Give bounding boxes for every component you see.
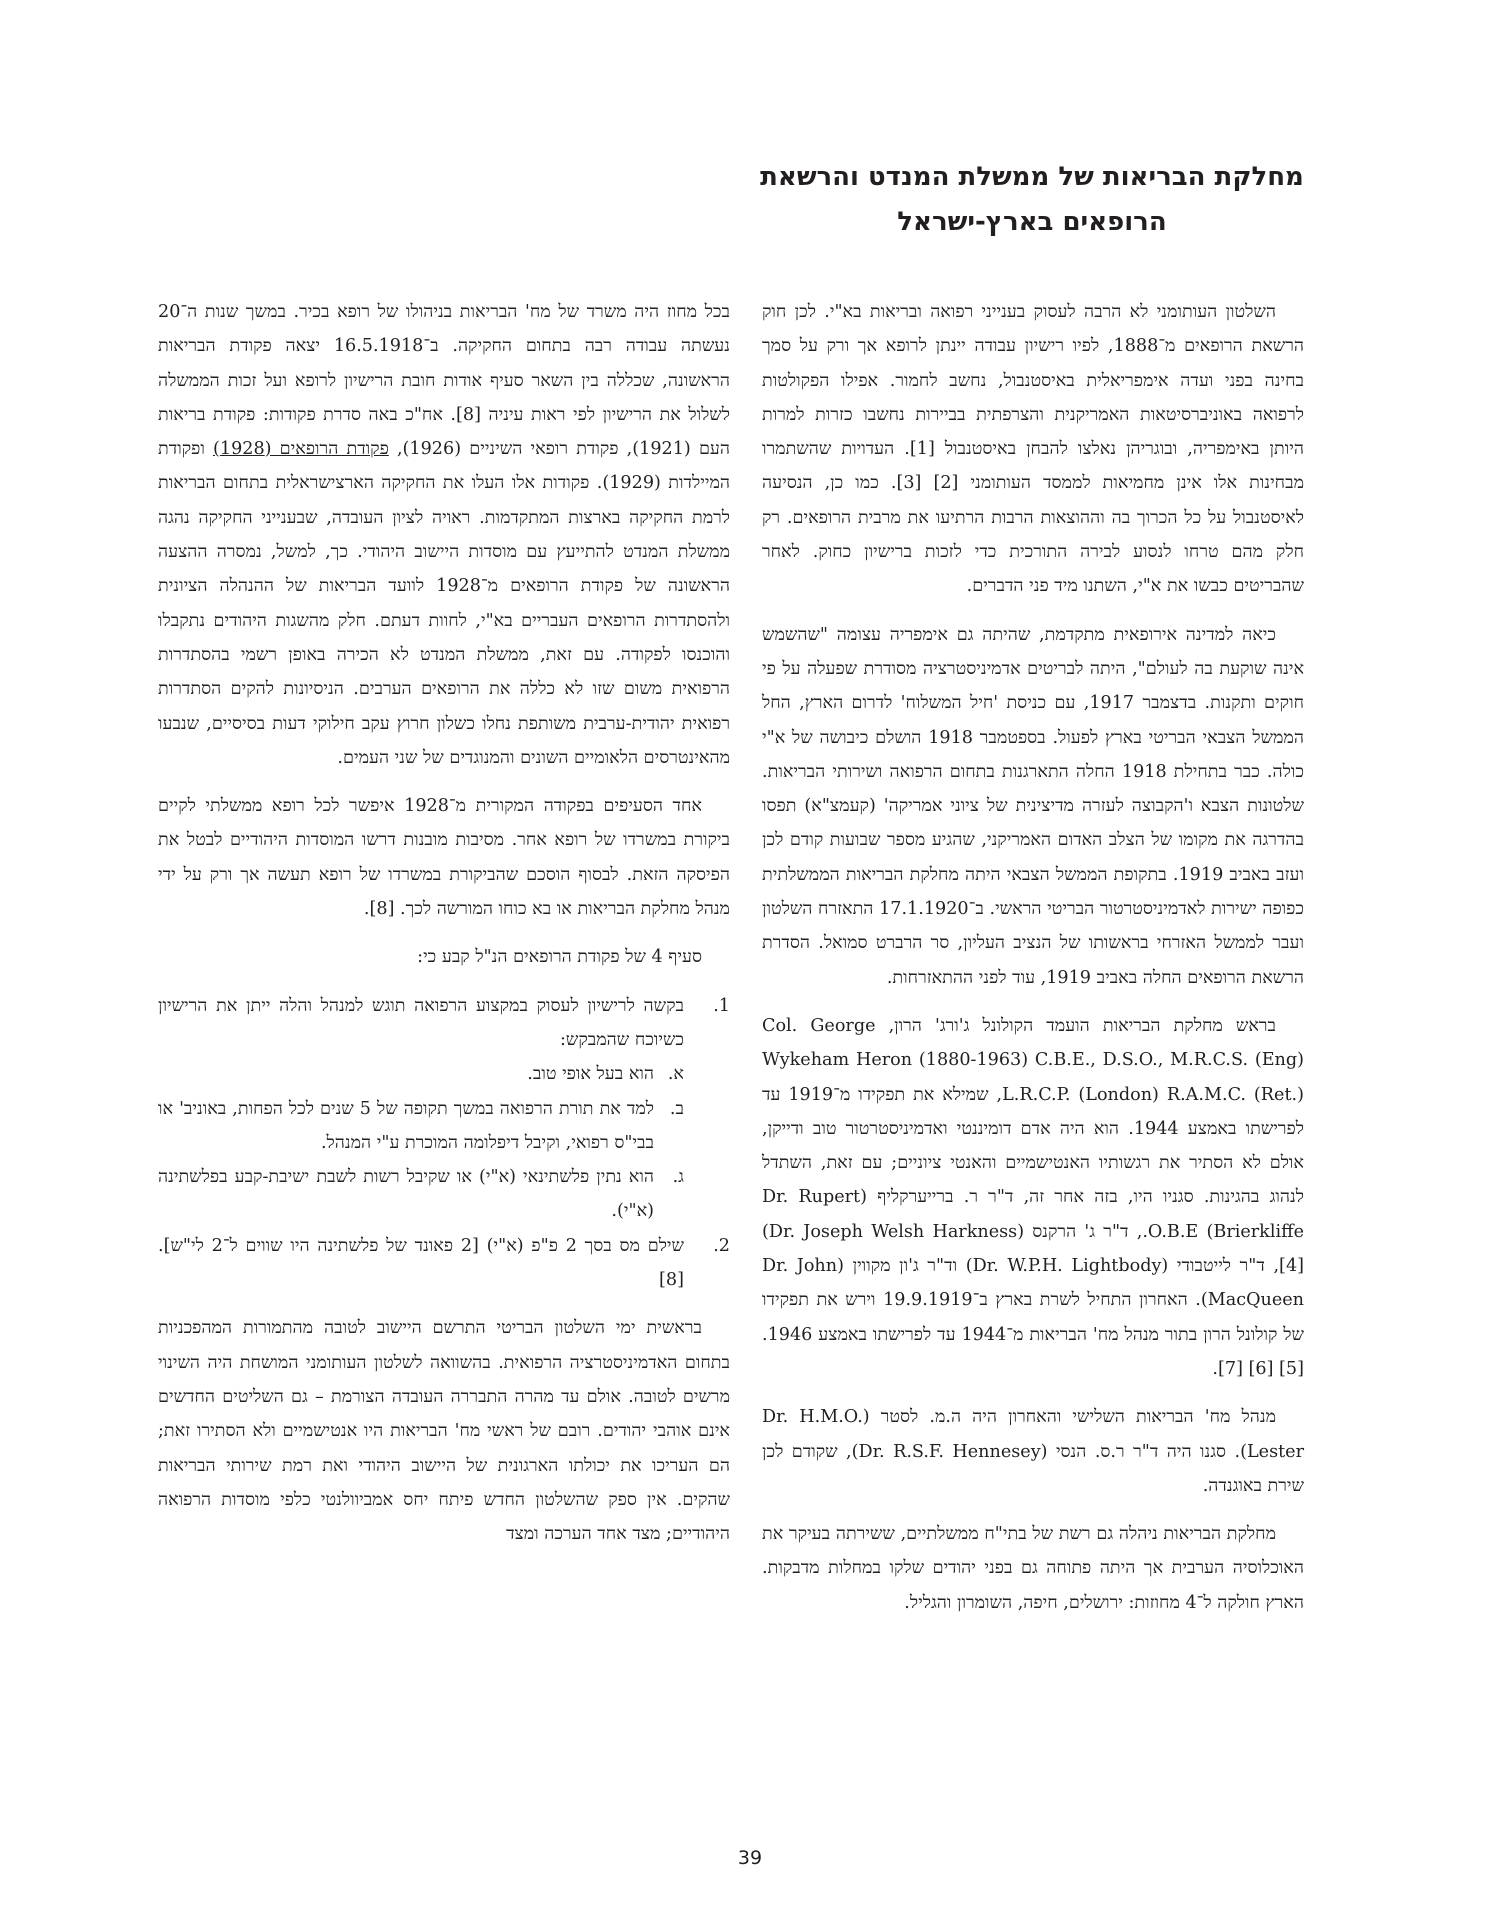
sublist-letter: ב.: [669, 1098, 684, 1119]
list-item-text: בקשה לרישיון לעסוק במקצוע הרפואה תוגש למנהל והלה ייתן את הרישיון כשיוכח שהמבקש:: [158, 995, 684, 1050]
sublist-letter: ג.: [672, 1167, 684, 1188]
paragraph: כיאה למדינה אירופאית מתקדמת, שהיתה גם אימפריה עצומה "שהשמש אינה שוקעת בה לעולם", היתה לבריטים אדמיניסטרציה מסודרת שפעלה על פי חוקים ותקנות. בדצמבר 1917, עם כניסת 'חיל המשלוח' לדרום הארץ, החל הממשל הצבאי הבריטי בארץ לפעול. בספטמבר 1918 הושלם כיבושה של א"י כולה. כבר בתחילת 1918 החלה התארגנות בתחום הרפואה ושירותי הבריאות. שלטונות הצבא ו'הקבוצה לעזרה מדיצינית של ציוני אמריקה' (קעמצ"א) תפסו בהדרגה את מקומו של הצלב האדום האמריקני, שהגיע מספר שבועות קודם לכן ועזב באביב 1919. בתקופת הממשל הצבאי היתה מחלקת הבריאות הממשלתית כפופה ישירות לאדמיניסטרטור הבריטי הראשי. ב־17.1.1920 התאזרח השלטון ועבר לממשל האזרחי בראשותו של הנציב העליון, סר הרברט סמואל. הסדרת הרשאת הרופאים החלה באביב 1919, עוד לפני ההתאזרחות.: [762, 624, 1304, 988]
numbered-list: [158, 989, 730, 1298]
sublist-item: [158, 1092, 684, 1161]
paragraph: השלטון העותומני לא הרבה לעסוק בענייני רפואה ובריאות בא"י. לכן חוק הרשאת הרופאים מ־1888, לפיו רישיון עבודה יינתן לרופא אך ורק על סמך בחינה בפני ועדה אימפריאלית באיסטנבול, נחשב לחמור. אפילו הפקולטות לרפואה באוניברסיטאות האמריקנית והצרפתית בביירות נחשבו כזרות למרות היותן באימפריה, ובוגריהן נאלצו להבחן באיסטנבול [1]. העדויות שהשתמרו מבחינות אלו אינן מחמיאות לממסד העותומני [2] [3]. כמו כן, הנסיעה לאיסטנבול על כל הכרוך בה וההוצאות הרבות הרתיעו את מרבית הרופאים. רק חלק מהם טרחו לנסוע לבירה התורכית כדי לזכות ברישיון כחוק. לאחר שהבריטים כבשו את א"י, השתנו מיד פני הדברים.: [762, 302, 1305, 597]
list-number: 2.: [713, 1235, 730, 1256]
paragraph: מחלקת הבריאות ניהלה גם רשת של בתי"ח ממשלתיים, ששירתה בעיקר את האוכלוסיה הערבית אך היתה פתוחה גם בפני יהודים שלקו במחלות מדבקות. הארץ חולקה ל־4 מחוזות: ירושלים, חיפה, השומרון והגליל.: [762, 1524, 1304, 1613]
list-item: [158, 989, 730, 1229]
sublist-text: למד את תורת הרפואה במשך תקופה של 5 שנים לכל הפחות, באוניב' או בבי"ס רפואי, וקיבל דיפלומה המוכרת ע"י המנהל.: [158, 1098, 654, 1153]
sublist-text: הוא בעל אופי טוב.: [527, 1064, 654, 1085]
list-number: 1.: [713, 995, 730, 1016]
article-title: [757, 155, 1307, 245]
paragraph: [158, 295, 730, 775]
paragraph: בראשית ימי השלטון הבריטי התרשם היישוב לטובה מהתמורות המהפכניות בתחום האדמיניסטרציה הרפואית. בהשוואה לשלטון העותומני המושחת היה השינוי מרשים לטובה. אולם עד מהרה התבררה העובדה הצורמת – גם השליטים החדשים אינם אוהבי יהודים. רובם של ראשי מח' הבריאות היו אנטישמיים ולא הסתירו זאת; הם העריכו את יכולתו הארגונית של היישוב היהודי ואת רמת שירותי הבריאות שהקים. אין ספק שהשלטון החדש פיתח יחס אמביוולנטי כלפי מוסדות הרפואה היהודיים; מצד אחד הערכה ומצד: [158, 1318, 730, 1545]
left-column: [158, 295, 730, 1565]
list-intro: סעיף 4 של פקודת הרופאים הנ"ל קבע כי:: [417, 947, 702, 968]
sublist-text: הוא נתין פלשתינאי (א"י) או שקיבל רשות לשבת ישיבת-קבע בפלשתינה (א"י).: [158, 1167, 654, 1222]
paragraph: מנהל מח' הבריאות השלישי והאחרון היה ה.מ. לסטר (Dr. H.M.O. Lester). סגנו היה ד"ר ר.ס. הנסי (Dr. R.S.F. Hennesey), שקודם לכן שירת באוגנדה.: [762, 1407, 1304, 1496]
paragraph-text: ופקודת המיילדות (1929). פקודות אלו העלו את החקיקה הארצישראלית בתחום הבריאות לרמת החקיקה בארצות המתקדמות. ראויה לציון העובדה, שבענייני החקיקה נהגה ממשלת המנדט להתייעץ עם מוסדות היישוב היהודי. כך, למשל, נמסרה ההצעה הראשונה של פקודת הרופאים מ־1928 לוועד הבריאות של ההנהלה הציונית ולהסתדרות הרופאים העבריים בא"י, לחוות דעתם. חלק מהשגות היהודים נתקבלו והוכנסו לפקודה. עם זאת, ממשלת המנדט לא הכירה באופן רשמי בהסתדרות הרפואית משום שזו לא כללה את הרופאים הערבים. הניסיונות להקים הסתדרות רפואית יהודית-ערבית משותפת נחלו כשלון חרוץ עקב חילוקי דעות בסיסיים, שנבעו מהאינטרסים הלאומיים השונים והמנוגדים של שני העמים.: [158, 439, 730, 768]
paragraph: אחד הסעיפים בפקודה המקורית מ־1928 איפשר לכל רופא ממשלתי לקיים ביקורת במשרדו של רופא אחר. מסיבות מובנות דרשו המוסדות היהודיים לבטל את הפיסקה הזאת. לבסוף הוסכם שהביקורת במשרדו של רופא תעשה אך ורק על ידי מנהל מחלקת הבריאות או בא כוחו המורשה לכך. [8].: [158, 796, 730, 920]
sublist-item: [158, 1057, 684, 1091]
article-title-line-2: הרופאים בארץ-ישראל: [897, 207, 1167, 237]
lettered-sublist: [158, 1057, 684, 1228]
right-column: [762, 295, 1304, 1634]
paragraph-text: בכל מחוז היה משרד של מח' הבריאות בניהולו של רופא בכיר. במשך שנות ה־20 נעשתה עבודה רבה בתחום החקיקה. ב־16.5.1918 יצאה פקודת הבריאות הראשונה, שכללה בין השאר סעיף אודות חובת הרישיון לרופא ועל זכות הממשלה לשלול את הרישיון לפי ראות עיניה [8]. אח"כ באה סדרת פקודות: פקודת בריאות העם (1921), פקודת רופאי השיניים (1926),: [158, 302, 730, 460]
article-title-line-1: מחלקת הבריאות של ממשלת המנדט והרשאת: [760, 162, 1304, 192]
sublist-letter: א.: [667, 1064, 684, 1085]
underlined-ordinance-reference: פקודת הרופאים (1928): [213, 439, 389, 460]
paragraph: בראש מחלקת הבריאות הועמד הקולונל ג'ורג' הרון, Col. George Wykeham Heron (1880-1963) C.B.E., D.S.O., M.R.C.S. (Eng) L.R.C.P. (London) R.A.M.C. (Ret.), שמילא את תפקידו מ־1919 עד לפרישתו באמצע 1944. הוא היה אדם דומיננטי ואדמיניסטרטור טוב ודייקן, אולם לא הסתיר את רגשותיו האנטישמיים והאנטי ציוניים; עם זאת, השתדל לנהוג בהגינות. סגניו היו, בזה אחר זה, ד"ר ר. ברייערקליף (Dr. Rupert Brierkliffe) O.B.E., ד"ר ג' הרקנס (Dr. Joseph Welsh Harkness) [4], ד"ר לייטבודי (Dr. W.P.H. Lightbody) וד"ר ג'ון מקווין (Dr. John MacQueen). האחרון התחיל לשרת בארץ ב־19.9.1919 וירש את תפקידו של קולונל הרון בתור מנהל מח' הבריאות מ־1944 עד לפרישתו באמצע 1946. [5] [6] [7].: [762, 1015, 1305, 1379]
list-item-text: שילם מס בסך 2 פ"פ (א"י) [2 פאונד של פלשתינה היו שווים ל־2 לי"ש]. [8]: [158, 1235, 684, 1291]
list-item: [158, 1229, 730, 1298]
page-number: 39: [737, 1847, 763, 1869]
sublist-item: [158, 1160, 684, 1229]
